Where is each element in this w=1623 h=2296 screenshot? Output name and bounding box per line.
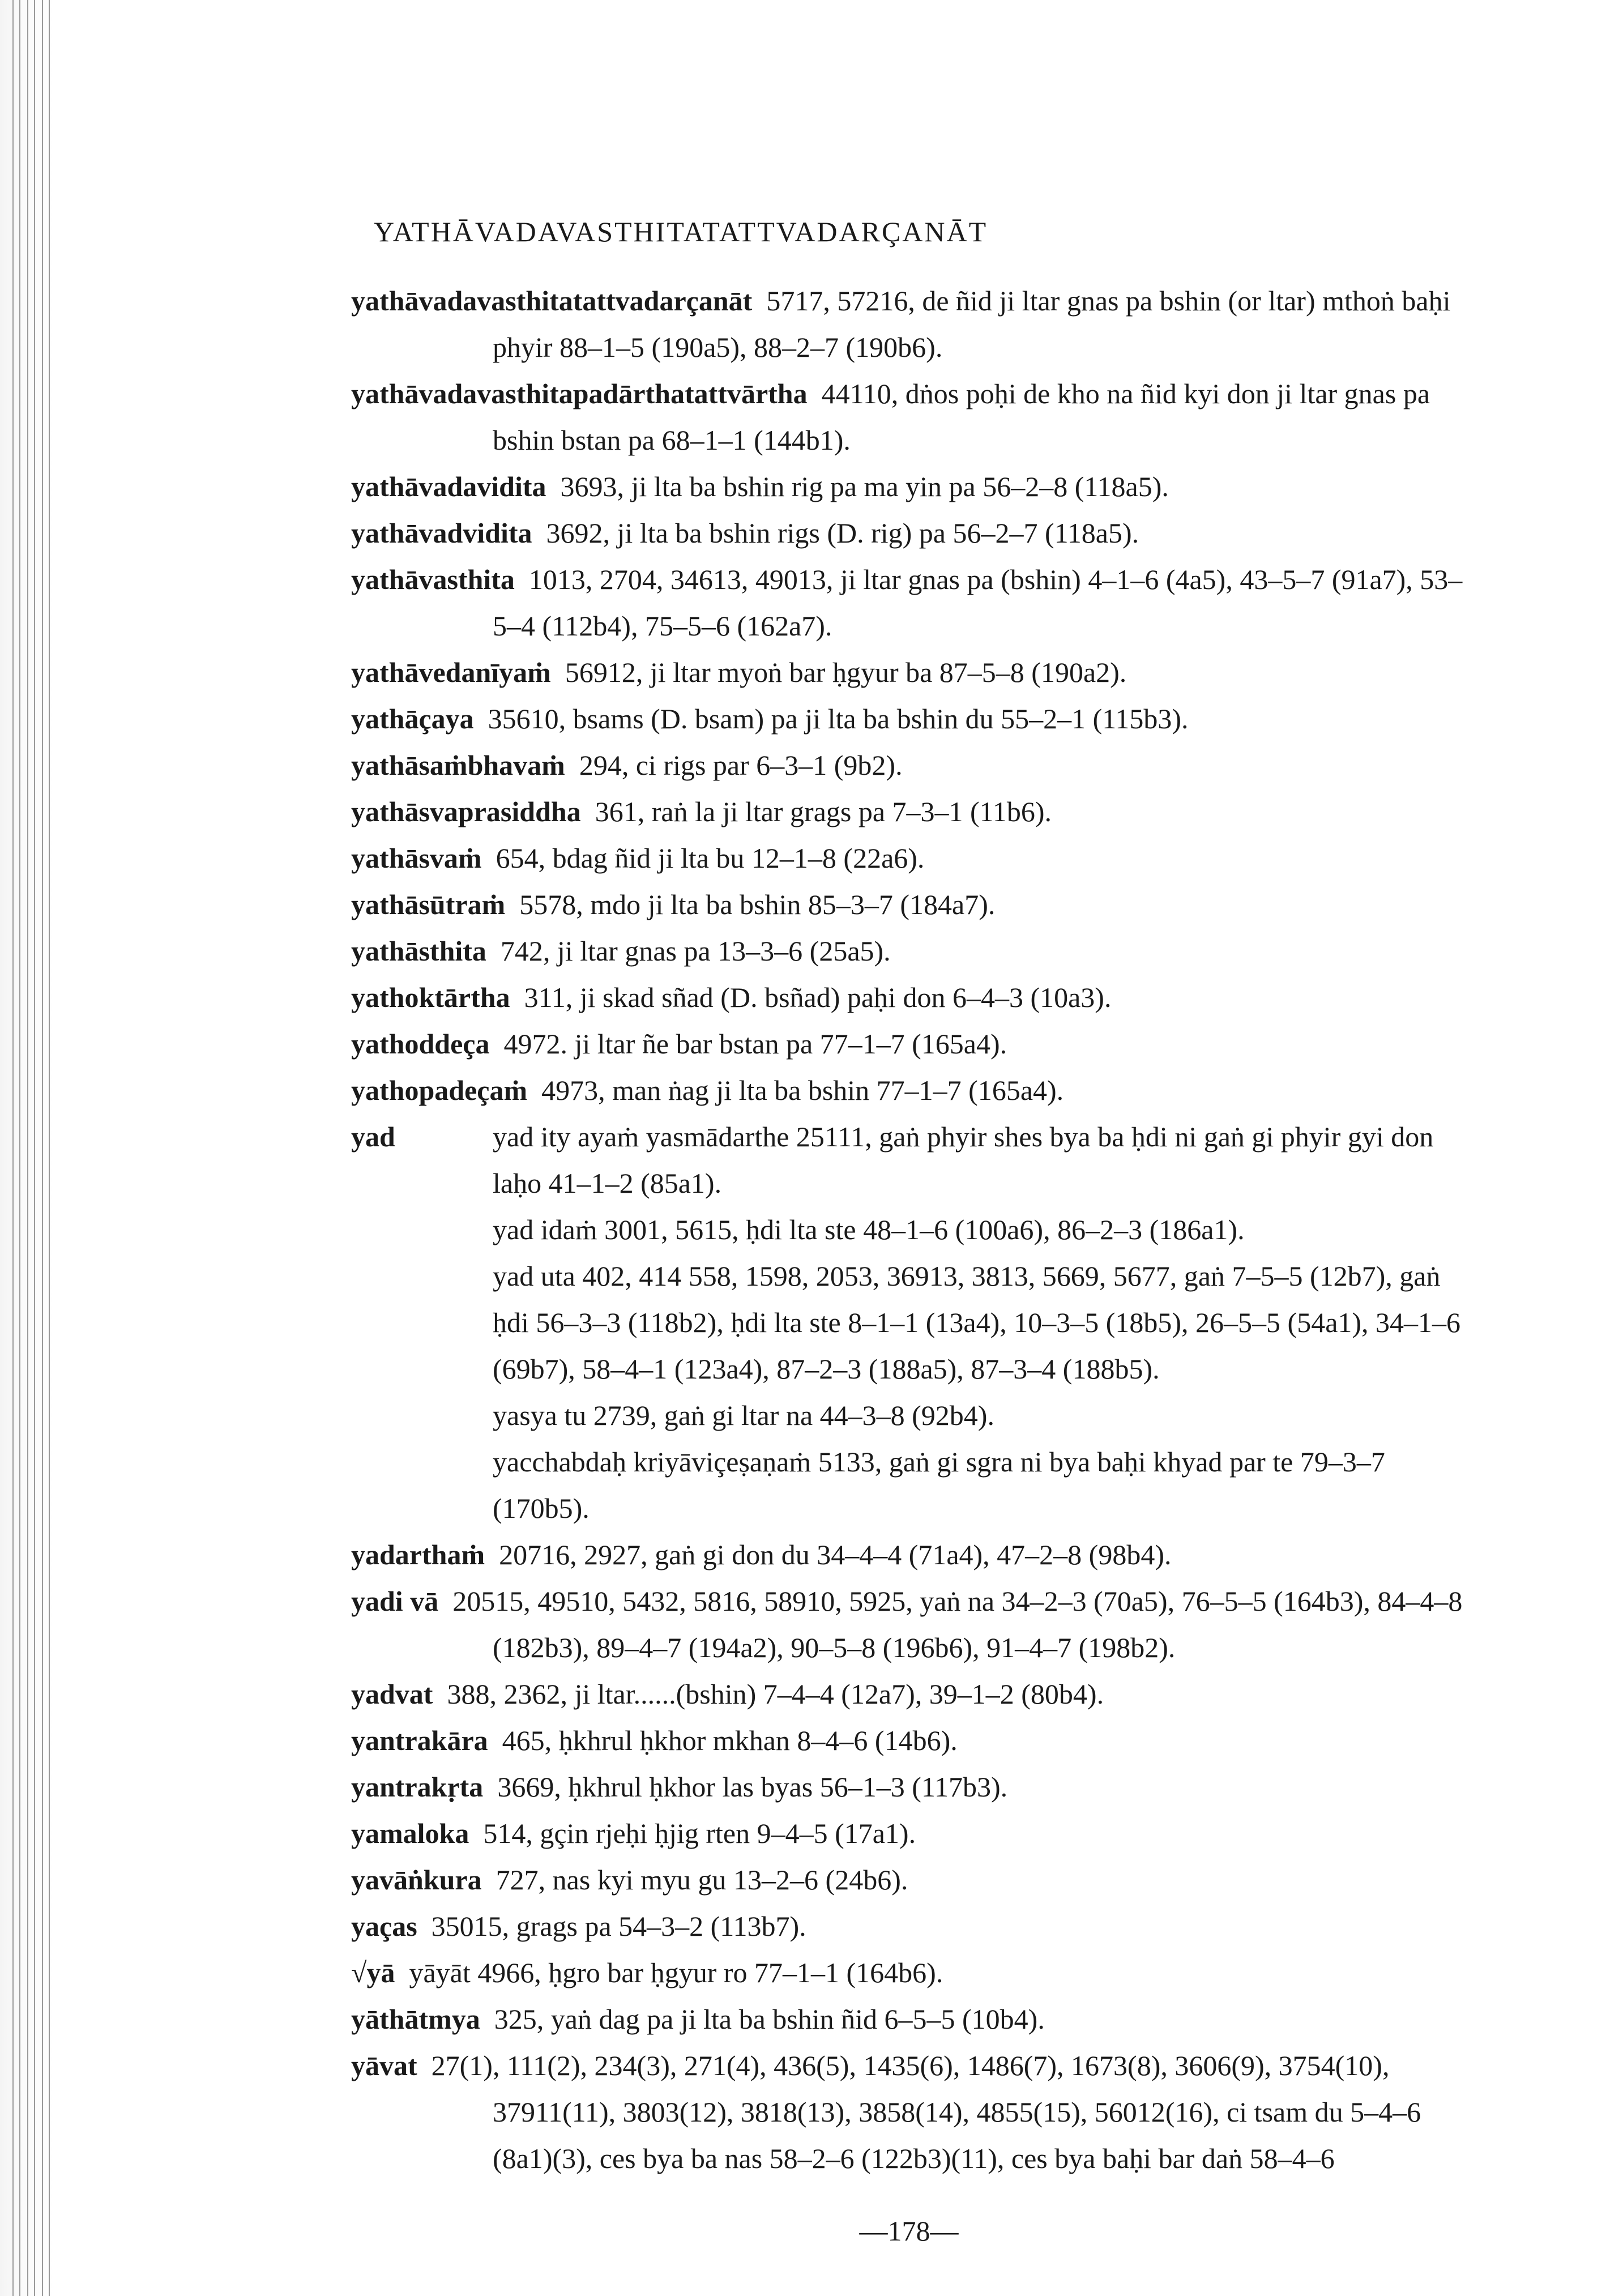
entry <box>351 1903 1467 1949</box>
entry-text: 35610, bsams (D. bsam) pa ji lta ba bshin du 55–2–1 (115b3). <box>488 703 1189 735</box>
entry <box>351 1531 1467 1578</box>
entry <box>351 1857 1467 1903</box>
entry <box>351 370 1467 463</box>
entry-text: 325, yaṅ dag pa ji lta ba bshin ñid 6–5–5 (10b4). <box>494 2003 1045 2035</box>
sub-entry: yasya tu 2739, gaṅ gi ltar na 44–3–8 (92b4). <box>493 1399 994 1431</box>
headword: yad <box>351 1121 395 1153</box>
entry <box>351 742 1467 788</box>
sub-entry: yad uta 402, 414 558, 1598, 2053, 36913, 3813, 5669, 5677, gaṅ 7–5–5 (12b7), gaṅ ḥdi 56–3–3 (118b2), ḥdi lta ste 8–1–1 (13a4), 10–3–5 (18b5), 26–5–5 (54a1), 34–1–6 (69b7), 58–4–1 (123a4), 87–2–3 (188a5), 87–3–4 (188b5). <box>493 1260 1461 1385</box>
headword: yathāvedanīyaṁ <box>351 656 551 688</box>
entry <box>351 1949 1467 1996</box>
entry <box>351 881 1467 928</box>
entry <box>351 556 1467 649</box>
entry <box>351 2042 1467 2182</box>
sub-entry: yacchabdaḥ kriyāviçeṣaṇaṁ 5133, gaṅ gi sgra ni bya baḥi khyad par te 79–3–7 (170b5). <box>493 1446 1385 1524</box>
headword: yathāvadavidita <box>351 471 546 502</box>
entry-text: 44110, dṅos poḥi de kho na ñid kyi don ji ltar gnas pa bshin bstan pa 68–1–1 (144b1). <box>493 378 1430 456</box>
entry-text: 1013, 2704, 34613, 49013, ji ltar gnas pa (bshin) 4–1–6 (4a5), 43–5–7 (91a7), 53–5–4 (112b4), 75–5–6 (162a7). <box>493 564 1463 642</box>
entry <box>351 788 1467 835</box>
entry-text: 4972. ji ltar ñe bar bstan pa 77–1–7 (165a4). <box>503 1028 1007 1060</box>
entry-text: 4973, man ṅag ji lta ba bshin 77–1–7 (165a4). <box>541 1074 1064 1106</box>
headword: √yā <box>351 1957 395 1988</box>
entry <box>351 928 1467 974</box>
entry <box>351 1764 1467 1810</box>
headword: yathāçaya <box>351 703 474 735</box>
entry-text: 5578, mdo ji lta ba bshin 85–3–7 (184a7). <box>519 889 996 920</box>
headword: yathāsvaprasiddha <box>351 796 581 827</box>
page-body <box>351 215 1467 2247</box>
entry-text: 388, 2362, ji ltar......(bshin) 7–4–4 (12a7), 39–1–2 (80b4). <box>447 1678 1104 1710</box>
headword: yavāṅkura <box>351 1864 482 1896</box>
entry-text: 742, ji ltar gnas pa 13–3–6 (25a5). <box>500 935 891 967</box>
entry <box>351 974 1467 1021</box>
entry-text: 361, raṅ la ji ltar grags pa 7–3–1 (11b6). <box>595 796 1052 827</box>
headword: yathāvadvidita <box>351 517 532 549</box>
entry <box>351 510 1467 556</box>
headword: yathoktārtha <box>351 981 510 1013</box>
entry-text: 5717, 57216, de ñid ji ltar gnas pa bshin (or ltar) mthoṅ baḥi phyir 88–1–5 (190a5), 88–2–7 (190b6). <box>493 285 1451 363</box>
page-number: —178— <box>859 2215 959 2247</box>
entry <box>351 1996 1467 2042</box>
entry <box>351 695 1467 742</box>
headword: yathoddeça <box>351 1028 490 1060</box>
entry-text: 654, bdag ñid ji lta bu 12–1–8 (22a6). <box>496 842 925 874</box>
entry <box>351 1578 1467 1671</box>
running-head: YATHĀVADAVASTHITATATTVADARÇANĀT <box>374 216 988 247</box>
entry-text: 35015, grags pa 54–3–2 (113b7). <box>431 1910 806 1942</box>
entry <box>351 463 1467 510</box>
headword: yathāsaṁbhavaṁ <box>351 749 565 781</box>
headword: yantrakṛta <box>351 1771 484 1803</box>
sub-entry: yad idaṁ 3001, 5615, ḥdi lta ste 48–1–6 (100a6), 86–2–3 (186a1). <box>493 1214 1245 1245</box>
headword: yathāvasthita <box>351 564 515 595</box>
entry-text: 294, ci rigs par 6–3–1 (9b2). <box>579 749 903 781</box>
headword: yadi vā <box>351 1585 439 1617</box>
entry-text: 3692, ji lta ba bshin rigs (D. rig) pa 56–2–7 (118a5). <box>546 517 1139 549</box>
headword: yathāvadavasthitatattvadarçanāt <box>351 285 753 317</box>
entry <box>351 1810 1467 1857</box>
headword: yamaloka <box>351 1817 469 1849</box>
entry <box>351 1067 1467 1113</box>
entry-text: 20515, 49510, 5432, 5816, 58910, 5925, yaṅ na 34–2–3 (70a5), 76–5–5 (164b3), 84–4–8 (182b3), 89–4–7 (194a2), 90–5–8 (196b6), 91–4–7 (198b2). <box>452 1585 1463 1663</box>
entry <box>351 835 1467 881</box>
headword: yathāsthita <box>351 935 486 967</box>
headword: yathāvadavasthitapadārthatattvārtha <box>351 378 808 409</box>
entry <box>351 278 1467 370</box>
headword: yadvat <box>351 1678 433 1710</box>
sub-entry: yad ity ayaṁ yasmādarthe 25111, gaṅ phyir shes bya ba ḥdi ni gaṅ gi phyir gyi don laḥo 41–1–2 (85a1). <box>493 1121 1434 1199</box>
headword: yathāsūtraṁ <box>351 889 506 920</box>
entry-text: 727, nas kyi myu gu 13–2–6 (24b6). <box>496 1864 908 1896</box>
entry-text: 3693, ji lta ba bshin rig pa ma yin pa 56–2–8 (118a5). <box>560 471 1169 502</box>
sub-entries <box>493 1113 1467 1531</box>
entry-text: yāyāt 4966, ḥgro bar ḥgyur ro 77–1–1 (164b6). <box>409 1957 943 1988</box>
entry-text: 311, ji skad sñad (D. bsñad) paḥi don 6–4–3 (10a3). <box>524 981 1112 1013</box>
headword: yāvat <box>351 2050 417 2081</box>
entry-text: 56912, ji ltar myoṅ bar ḥgyur ba 87–5–8 (190a2). <box>565 656 1127 688</box>
entry-text: 27(1), 111(2), 234(3), 271(4), 436(5), 1435(6), 1486(7), 1673(8), 3606(9), 3754(10), 37911(11), 3803(12), 3818(13), 3858(14), 4855(15), 56012(16), ci tsam du 5–4–6 (8a1)(3), ces bya ba nas 58–2–6 (122b3)(11), ces bya baḥi bar daṅ 58–4–6 <box>431 2050 1421 2174</box>
binding-edge <box>0 0 54 2296</box>
headword: yaças <box>351 1910 417 1942</box>
headword: yathāsvaṁ <box>351 842 482 874</box>
entry <box>351 649 1467 695</box>
entry-text: 465, ḥkhrul ḥkhor mkhan 8–4–6 (14b6). <box>502 1725 958 1756</box>
entry-text: 514, gçin rjeḥi ḥjig rten 9–4–5 (17a1). <box>483 1817 916 1849</box>
entry-text: 20716, 2927, gaṅ gi don du 34–4–4 (71a4), 47–2–8 (98b4). <box>499 1539 1172 1571</box>
entry <box>351 1717 1467 1764</box>
headword: yāthātmya <box>351 2003 480 2035</box>
entry-text: 3669, ḥkhrul ḥkhor las byas 56–1–3 (117b3). <box>497 1771 1008 1803</box>
entry-yad <box>351 1113 1467 1531</box>
headword: yadarthaṁ <box>351 1539 485 1571</box>
headword: yathopadeçaṁ <box>351 1074 528 1106</box>
entry <box>351 1671 1467 1717</box>
headword: yantrakāra <box>351 1725 488 1756</box>
entry <box>351 1021 1467 1067</box>
